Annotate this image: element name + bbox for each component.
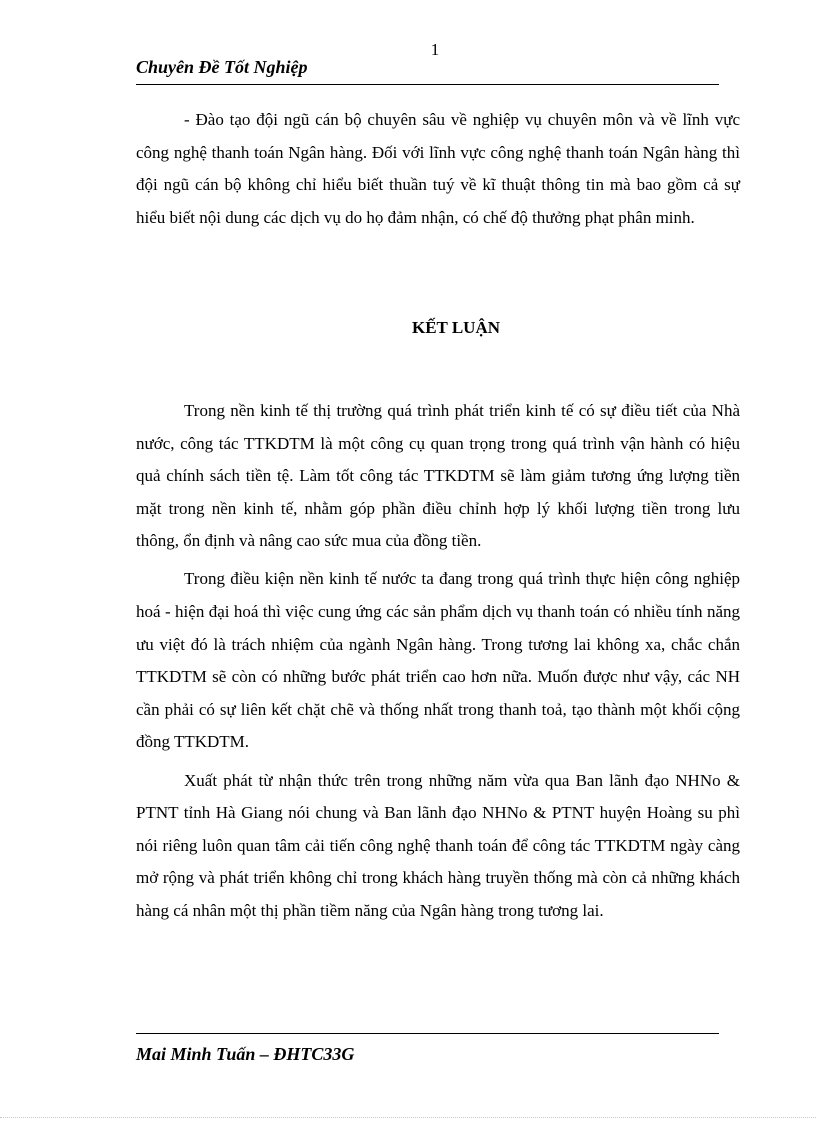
conclusion-paragraph-3: Xuất phát từ nhận thức trên trong những năm vừa qua Ban lãnh đạo NHNo & PTNT tỉnh Hà Giang nói chung và Ban lãnh đạo NHNo & PTNT huyện Hoàng su phì nói riêng luôn quan tâm cải tiến công nghệ thanh toán để công tác TTKDTM ngày càng mở rộng và phát triển không chỉ trong khách hàng truyền thống mà còn cả những khách hàng cá nhân một thị phần tiềm năng của Ngân hàng trong tương lai. <box>136 770 740 920</box>
header-divider <box>136 84 719 85</box>
header-title: Chuyên Đề Tốt Nghiệp <box>136 57 308 77</box>
intro-paragraph: - Đào tạo đội ngũ cán bộ chuyên sâu về nghiệp vụ chuyên môn và về lĩnh vực công nghệ thanh toán Ngân hàng. Đối với lĩnh vực công nghệ thanh toán Ngân hàng thì đội ngũ cán bộ không chỉ hiểu biết thuần tuý về kĩ thuật thông tin mà bao gồm cả sự hiểu biết nội dung các dịch vụ do họ đảm nhận, có chế độ thưởng phạt phân minh. <box>136 110 740 227</box>
conclusion-paragraph-1: Trong nền kinh tế thị trường quá trình phát triển kinh tế có sự điều tiết của Nhà nước, công tác TTKDTM là một công cụ quan trọng trong quá trình vận hành có hiệu quả chính sách tiền tệ. Làm tốt công tác TTKDTM sẽ làm giảm tương ứng lượng tiền mặt trong nền kinh tế, nhằm góp phần điều chỉnh hợp lý khối lượng tiền trong lưu thông, ổn định và nâng cao sức mua của đồng tiền. <box>136 401 740 551</box>
page-edge-divider <box>0 1117 816 1118</box>
footer-author: Mai Minh Tuấn – ĐHTC33G <box>136 1044 355 1064</box>
conclusion-heading: KẾT LUẬN <box>411 318 500 337</box>
intro-paragraph-block <box>136 104 740 234</box>
footer-divider <box>136 1033 719 1034</box>
conclusion-paragraph-2: Trong điều kiện nền kinh tế nước ta đang trong quá trình thực hiện công nghiệp hoá - hiện đại hoá thì việc cung ứng các sản phẩm dịch vụ thanh toán có nhiều tính năng ưu việt đó là trách nhiệm của ngành Ngân hàng. Trong tương lai không xa, chắc chắn TTKDTM sẽ còn có những bước phát triển cao hơn nữa. Muốn được như vậy, các NH cần phải có sự liên kết chặt chẽ và thống nhất trong thanh toả, tạo thành một khối cộng đồng TTKDTM. <box>136 569 740 752</box>
conclusion-body <box>136 395 740 933</box>
page-number: 1 <box>430 40 440 59</box>
